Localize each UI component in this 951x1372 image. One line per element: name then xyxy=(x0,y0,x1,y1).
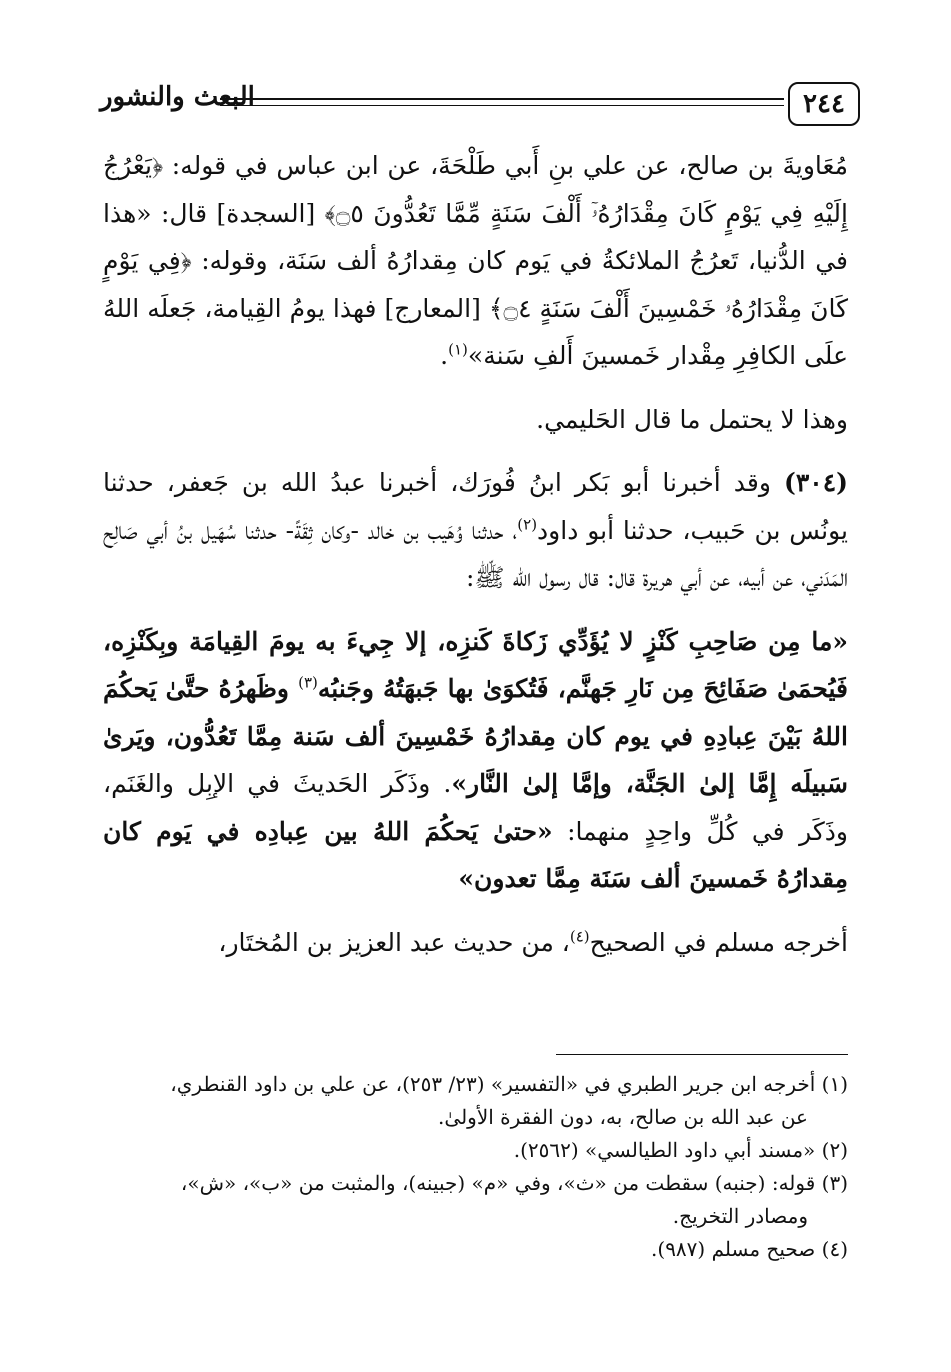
paragraph-tafsir-end: . xyxy=(440,341,449,370)
footnote-ref-4: (٤) xyxy=(569,927,590,946)
paragraph-note: وهذا لا يحتمل ما قال الحَليمي. xyxy=(536,404,848,434)
footnote-1-cont: عن عبد الله بن صالح، به، دون الفقرة الأولىٰ. xyxy=(438,1105,808,1129)
paragraph-tafsir-text: مُعَاويةَ بن صالح، عن علي بنِ أَبي طَلْحَةَ، عن ابن عباس في قوله: ﴿يَعْرُجُ إِلَيْهِ فِي يَوْمٍ كَانَ مِقْدَارُهُۥٓ أَلْفَ سَنَةٍ مِّمَّا تَعُدُّونَ ۝٥﴾ [السجدة] قال: «هذا في الدُّنيا، تَعرُجُ الملائكةُ في يَوم كان مِقدارُهُ ألف سَنَة، وقوله: ﴿فِي يَوْمٍ كَانَ مِقْدَارُهُۥ خَمْسِينَ أَلْفَ سَنَةٍ ۝٤﴾ [المعارج] فهذا يومُ القِيامة، جَعلَه اللهُ علَى الكافِرِ مِقْدار خَمسينَ أَلفِ سَنة» xyxy=(103,151,848,370)
running-title: البعث والنشور xyxy=(100,82,255,112)
footnote-3: (٣) قوله: (جنبه) سقطت من «ث»، وفي «م» (جبينه)، والمثبت من «ب»، «ش»، xyxy=(180,1171,848,1195)
footnote-ref-3: (٣) xyxy=(298,673,318,692)
footnote-ref-1: (١) xyxy=(448,340,468,359)
header-rule xyxy=(220,98,784,100)
hadith-text-b: وظَهرُهُ حتَّىٰ يَحكُمَ اللهُ بَيْنَ عِبادِهِ في يوم كان مِقدارُهُ خَمْسِينَ ألف سَنة مِمَّا تَعُدُّون، ويَرىٰ سَبيلَه إِمَّا إلىٰ الجَنَّة، وإمَّا إلىٰ النَّار» xyxy=(103,674,848,798)
footnote-1: (١) أخرجه ابن جرير الطبري في «التفسير» (٢٣/ ٢٥٣)، عن علي بن داود القنطري، xyxy=(170,1072,848,1096)
takhrij-text-b: ، من حديث عبد العزيز بن المُختَار، xyxy=(218,927,570,957)
takhrij-text-a: أخرجه مسلم في الصحيح xyxy=(589,927,848,957)
hadith-text-d: «حتىٰ يَحكُمَ اللهُ بين عِبادِه في يَوم كان مِقدارُهُ خَمسينَ ألف سَنَة مِمَّا تعدون» xyxy=(103,816,848,893)
paragraph-hadith xyxy=(103,618,848,903)
isnad-text-a: وقد أخبرنا أبو بَكر ابنُ فُورَك، أخبرنا عبدُ الله بن جَعفر، حدثنا يونُس بن حَبيب، حدثنا أبو داود xyxy=(103,468,848,545)
footnote-3-cont: ومصادر التخريج. xyxy=(672,1204,808,1228)
header-rule-thin xyxy=(220,105,784,106)
footnote-4: (٤) صحيح مسلم (٩٨٧). xyxy=(651,1237,848,1261)
paragraph-takhrij xyxy=(103,919,848,967)
page-header xyxy=(100,78,860,128)
footnote-separator xyxy=(556,1054,848,1055)
isnad-text-b: ، حدثنا وُهَيب بن خالد -وكان ثِقَةً- حدثنا سُهَيل بنُ أبي صَالِح المَدَني، عن أبيه، عن أبي هريرة قال: قال رسول الله ﷺ: xyxy=(103,515,848,592)
footnote-2: (٢) «مسند أبي داود الطيالسي» (٢٥٦٢). xyxy=(513,1138,848,1162)
hadith-number: (٣٠٤) xyxy=(784,468,848,497)
hadith-text-c: . وذَكَر الحَديثَ في الإبِل والغَنَم، وذَكَر في كُلِّ واحِدٍ منهما: xyxy=(103,769,848,846)
page-number: ٢٤٤ xyxy=(788,82,860,126)
hadith-text-a: «ما مِن صَاحِبِ كَنْزٍ لا يُؤَدِّي زَكاةَ كَنزِه، إلا جِيءَ به يومَ القِيامَة وبِكَنْزِه، فَيُحمَىٰ صَفَائِحَ مِن نَارِ جَهنَّم، فَتُكوَىٰ بها جَبهَتُهُ وجَنبُه xyxy=(103,626,848,703)
paragraph-tafsir xyxy=(103,142,848,380)
paragraph-isnad xyxy=(103,459,848,602)
main-text xyxy=(103,142,848,966)
footnote-ref-2: (٢) xyxy=(517,515,538,534)
footnotes xyxy=(103,1068,848,1266)
